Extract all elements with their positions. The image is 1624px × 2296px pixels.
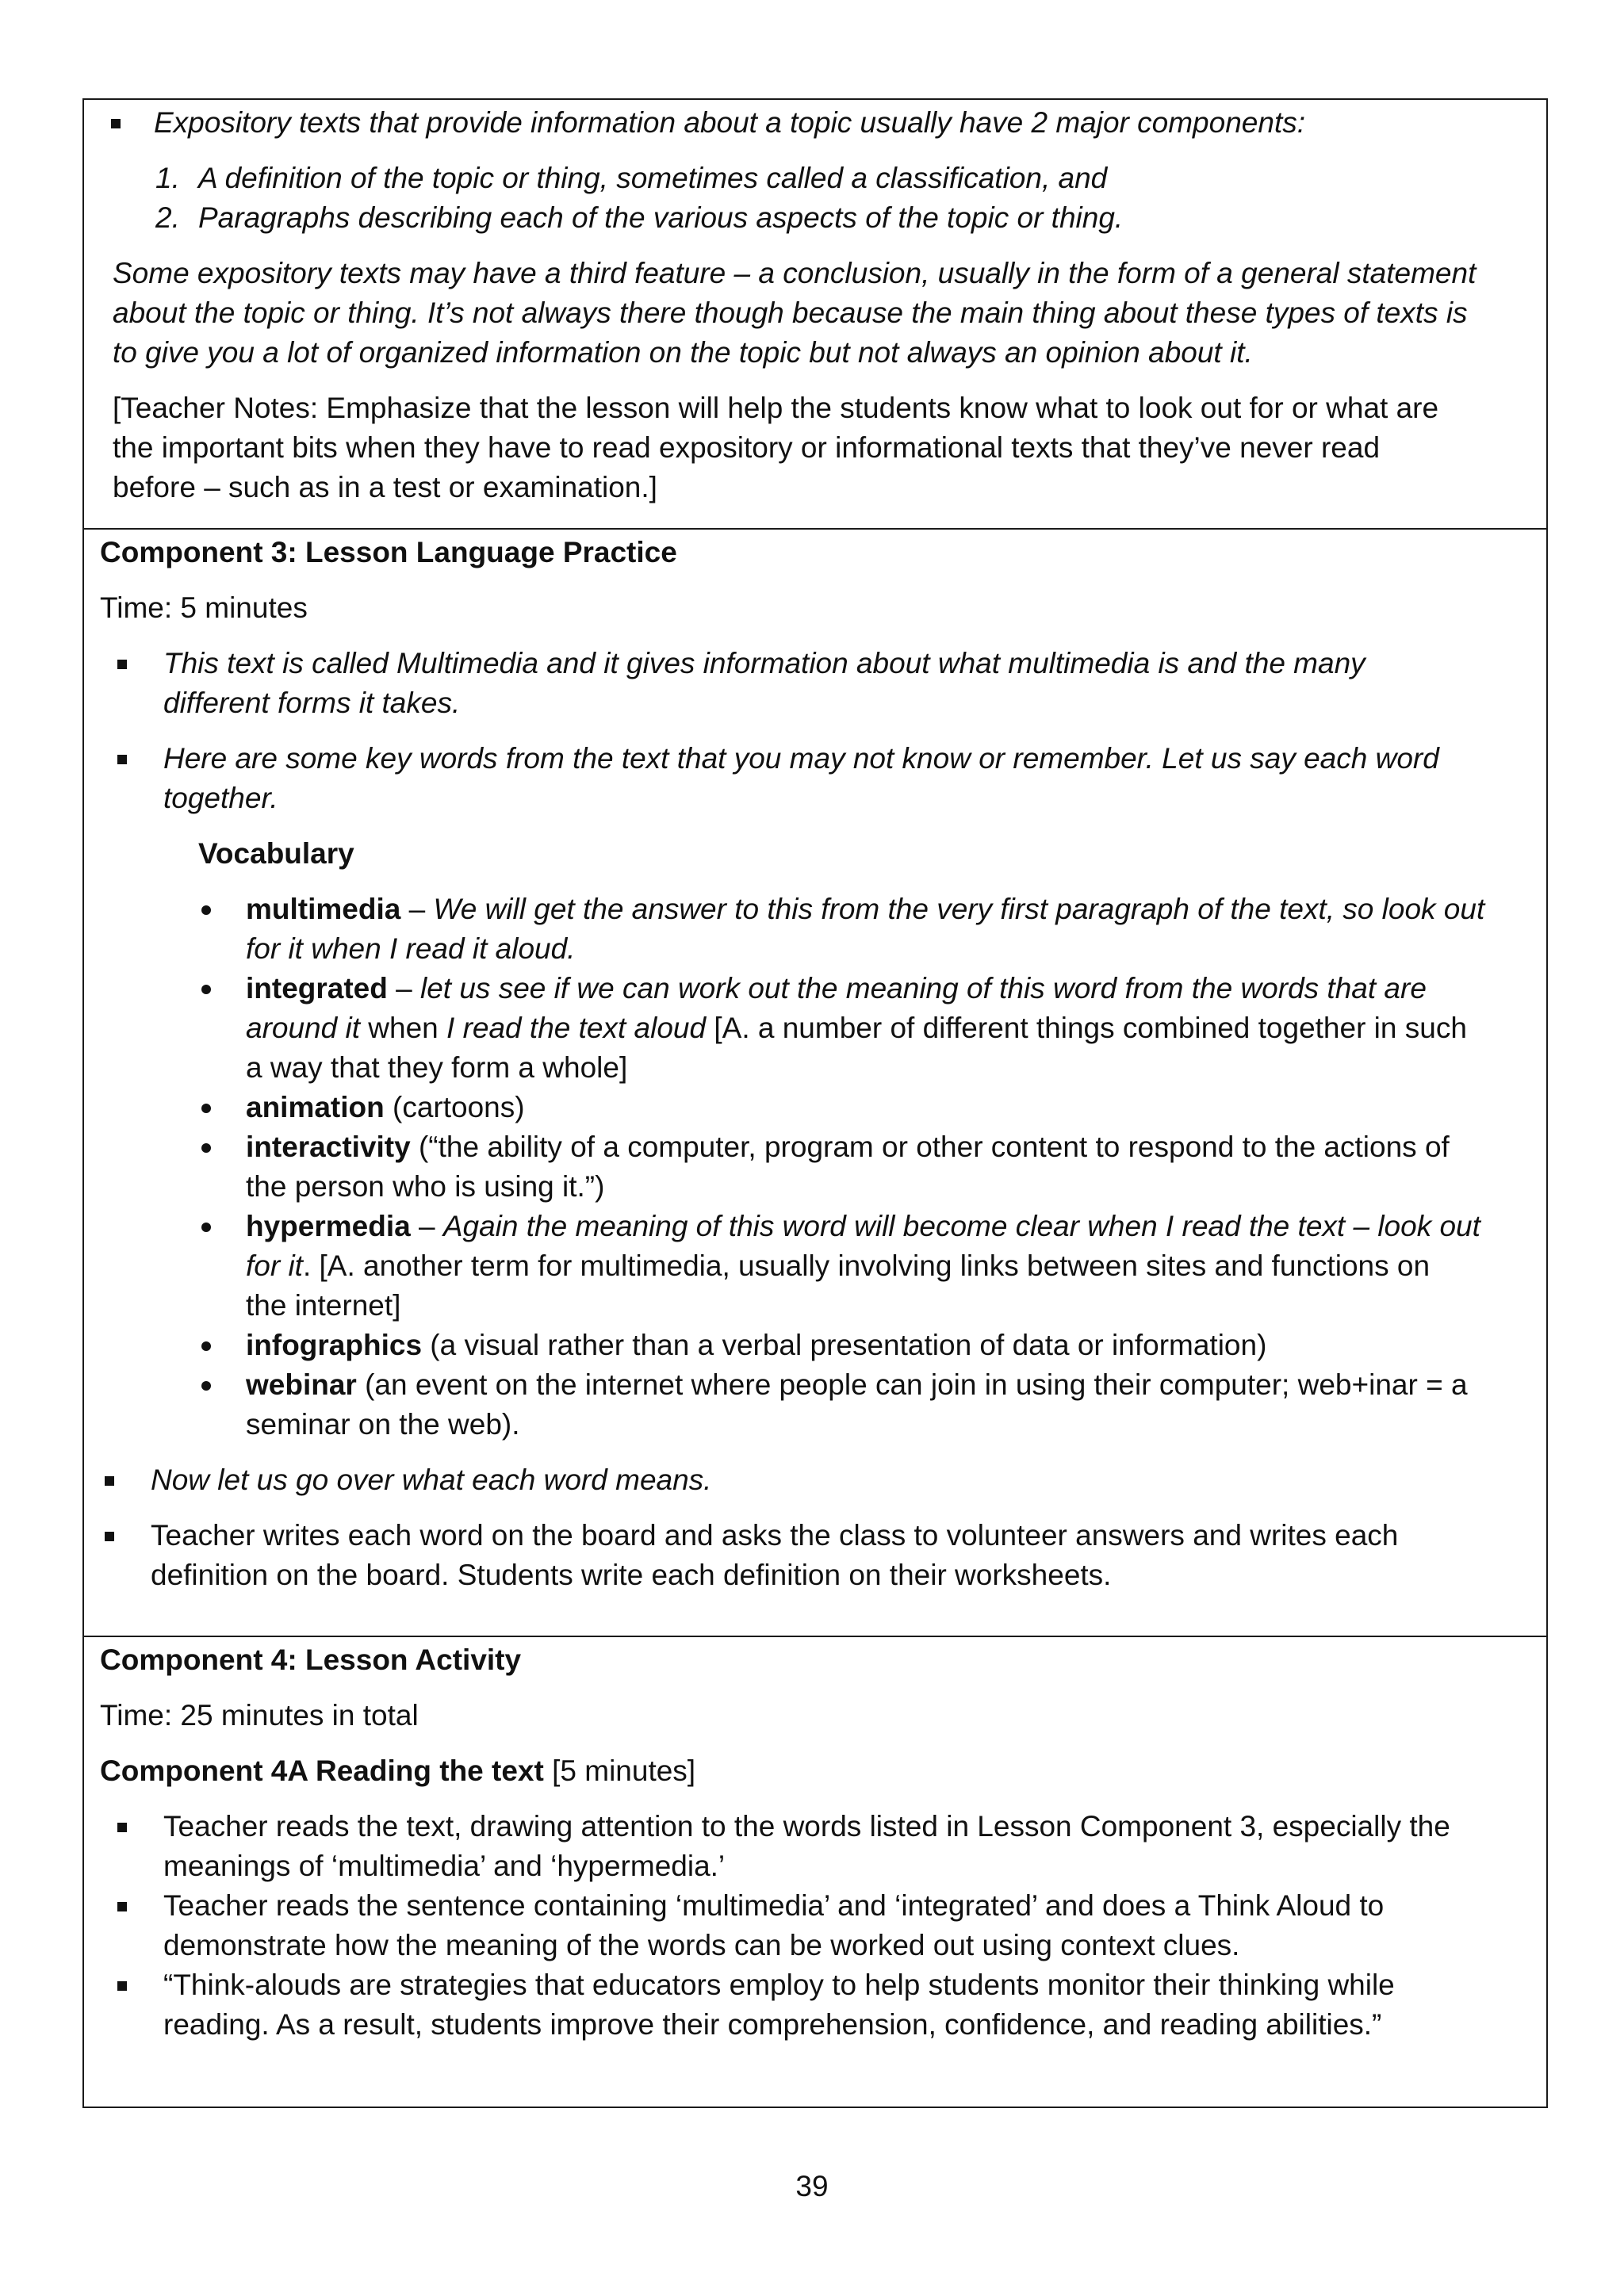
vocabulary-heading: Vocabulary [198,837,354,870]
list-item: Teacher writes each word on the board and asks the class to volunteer answers and writes each definition on the board. Students write each definition on their worksheets. [84,1516,1546,1595]
conclusion-paragraph: Some expository texts may have a third feature – a conclusion, usually in the form of a general statement about the topic or thing. It’s not always there though because the main thing about these types of texts is to give you a lot of organized information on the topic but not always an opinion about it. [113,257,1477,369]
numbered-item: 1. A definition of the topic or thing, sometimes called a classification, and [155,162,1108,194]
square-bullet-icon [117,1823,127,1832]
list-item: Teacher reads the sentence containing ‘multimedia’ and ‘integrated’ and does a Think Aloud to demonstrate how the meaning of the words can be worked out using context clues. [84,1886,1546,1965]
sub-heading: Component 4A Reading the text [5 minutes] [100,1755,696,1787]
bullet-dot-icon [201,1223,211,1232]
vocab-item-integrated: integrated – let us see if we can work out the meaning of this word from the words that are around it when I read the text aloud [A. a number of different things combined together in such a way that they form a whole] [84,969,1546,1088]
list-item: “Think-alouds are strategies that educators employ to help students monitor their thinking while reading. As a result, students improve their comprehension, confidence, and reading abilities.” [84,1965,1546,2045]
lesson-table [82,98,1548,2108]
time-label: Time: 25 minutes in total [100,1699,419,1732]
vocab-item-hypermedia: hypermedia – Again the meaning of this word will become clear when I read the text – look out for it. [A. another term for multimedia, usually involving links between sites and functions on the internet] [84,1207,1546,1326]
bullet-dot-icon [201,1104,211,1113]
list-item: Expository texts that provide information about a topic usually have 2 major components: [113,103,1546,143]
list-item: Here are some key words from the text that you may not know or remember. Let us say each word together. [84,739,1546,818]
list-item: This text is called Multimedia and it gives information about what multimedia is and the many different forms it takes. [84,644,1546,723]
component-4-cell [84,1636,1546,2107]
page-number: 39 [795,2170,829,2202]
bullet-dot-icon [201,905,211,915]
vocab-item-multimedia: multimedia – We will get the answer to this from the very first paragraph of the text, so look out for it when I read it aloud. [84,890,1546,969]
vocab-item-animation: animation (cartoons) [84,1088,1546,1127]
square-bullet-icon [111,119,121,128]
numbered-item: 2. Paragraphs describing each of the various aspects of the topic or thing. [155,201,1124,234]
square-bullet-icon [117,660,127,669]
list-item: Teacher reads the text, drawing attention to the words listed in Lesson Component 3, especially the meanings of ‘multimedia’ and ‘hypermedia.’ [84,1807,1546,1886]
square-bullet-icon [117,1981,127,1991]
vocab-item-infographics: infographics (a visual rather than a verbal presentation of data or information) [84,1326,1546,1365]
square-bullet-icon [117,1902,127,1911]
bullet-dot-icon [201,1341,211,1351]
component-3-cell [84,528,1546,1636]
section-heading: Component 3: Lesson Language Practice [100,536,677,568]
section-heading: Component 4: Lesson Activity [100,1644,522,1676]
square-bullet-icon [117,755,127,764]
vocab-item-interactivity: interactivity (“the ability of a computer, program or other content to respond to the actions of the person who is using it.”) [84,1127,1546,1207]
list-item: Now let us go over what each word means. [84,1460,1546,1500]
bullet-dot-icon [201,985,211,994]
vocab-item-webinar: webinar (an event on the internet where people can join in using their computer; web+inar = a seminar on the web). [84,1365,1546,1445]
square-bullet-icon [105,1476,114,1486]
expository-cell [84,100,1546,528]
teacher-notes: [Teacher Notes: Emphasize that the lesson will help the students know what to look out for or what are the important bits when they have to read expository or informational texts that they’ve never read before – such as in a test or examination.] [113,392,1439,503]
square-bullet-icon [105,1532,114,1541]
time-label: Time: 5 minutes [100,591,308,624]
bullet-dot-icon [201,1381,211,1391]
bullet-dot-icon [201,1143,211,1153]
